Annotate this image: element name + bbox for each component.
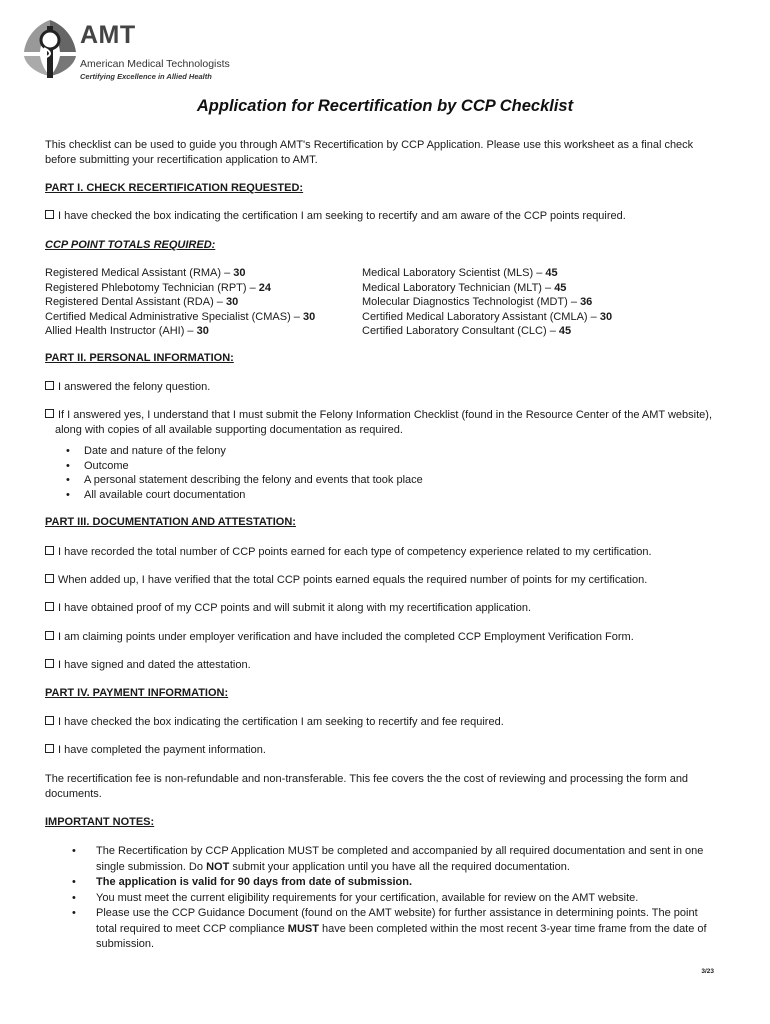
checklist-item[interactable]: I have recorded the total number of CCP points earned for each type of competency experience related to my certification. [45,545,725,560]
ccp-heading: CCP POINT TOTALS REQUIRED: [45,239,216,251]
checklist-item[interactable]: I have checked the box indicating the certification I am seeking to recertify and fee required. [45,715,725,730]
list-item: • Please use the CCP Guidance Document (found on the AMT website) for further assistance in determining points. The point total required to meet CCP compliance MUST have been completed within the most recent 3-year time frame from the date of submission. [72,906,712,953]
part4-heading: PART IV. PAYMENT INFORMATION: [45,687,229,699]
checklist-item[interactable]: I have checked the box indicating the certification I am seeking to recertify and am aware of the CCP points required. [45,209,725,224]
checkbox-icon[interactable] [45,602,54,611]
checklist-item[interactable]: I have completed the payment information. [45,743,725,758]
ccp-row: Molecular Diagnostics Technologist (MDT) – 36 [362,296,593,308]
list-item: • Outcome [60,459,423,474]
intro-text: This checklist can be used to guide you through AMT's Recertification by CCP Application. Please use this worksheet as a final check before submitting your recertification application to AMT. [45,139,694,166]
fee-note: The recertification fee is non-refundable and non-transferable. This fee covers the the cost of reviewing and processing the form and documents. [45,773,689,800]
checklist-item[interactable]: I have signed and dated the attestation. [45,658,725,673]
part3-heading: PART III. DOCUMENTATION AND ATTESTATION: [45,516,296,528]
ccp-row: Certified Laboratory Consultant (CLC) – 45 [362,325,572,337]
list-item: • The Recertification by CCP Application MUST be completed and accompanied by all required documentation and sent in one single submission. Do NOT submit your application until you have all the required documentation. [72,844,712,875]
felony-docs-list [60,444,423,502]
ccp-left-column [45,266,315,339]
checklist-item[interactable]: If I answered yes, I understand that I must submit the Felony Information Checklist (found in the Resource Center of the AMT website), along with copies of all available supporting documentation as required. [45,408,715,438]
ccp-row: Certified Medical Administrative Specialist (CMAS) – 30 [45,310,316,323]
checklist-item[interactable]: When added up, I have verified that the total CCP points earned equals the required number of points for my certification. [45,573,725,588]
ccp-row: Certified Medical Laboratory Assistant (CMLA) – 30 [362,310,613,323]
ccp-row: Allied Health Instructor (AHI) – 30 [45,325,209,337]
list-item: • Date and nature of the felony [60,444,423,459]
ccp-row: Registered Phlebotomy Technician (RPT) – 24 [45,281,272,294]
checkbox-icon[interactable] [45,659,54,668]
list-item: • All available court documentation [60,488,423,503]
amt-logo [22,18,262,88]
checkbox-icon[interactable] [45,574,54,583]
ccp-row: Registered Medical Assistant (RMA) – 30 [45,267,246,279]
checkbox-icon[interactable] [45,409,54,418]
checklist-item[interactable]: I answered the felony question. [45,380,725,395]
checkbox-icon[interactable] [45,631,54,640]
ccp-right-column [362,266,612,339]
checkbox-icon[interactable] [45,210,54,219]
list-item: • You must meet the current eligibility requirements for your certification, available for review on the AMT website. [72,891,712,907]
tagline: Certifying Excellence in Allied Health [80,72,212,81]
ccp-row: Medical Laboratory Scientist (MLS) – 45 [362,267,558,279]
ccp-row: Medical Laboratory Technician (MLT) – 45 [362,281,567,294]
list-item: • The application is valid for 90 days from date of submission. [72,875,712,891]
part2-heading: PART II. PERSONAL INFORMATION: [45,352,234,364]
part1-heading: PART I. CHECK RECERTIFICATION REQUESTED: [45,182,304,194]
checklist-item[interactable]: I have obtained proof of my CCP points and will submit it along with my recertification application. [45,601,725,616]
notes-heading: IMPORTANT NOTES: [45,816,155,828]
checkbox-icon[interactable] [45,381,54,390]
checkbox-icon[interactable] [45,716,54,725]
document-title: Application for Recertification by CCP Checklist [196,97,574,115]
revision-code: 3/23 [701,968,714,975]
amt-emblem-icon [22,18,78,80]
checkbox-icon[interactable] [45,744,54,753]
checklist-item[interactable]: I am claiming points under employer verification and have included the completed CCP Employment Verification Form. [45,630,725,645]
organization-name: American Medical Technologists [80,58,230,70]
important-notes-list [72,844,712,953]
list-item: • A personal statement describing the felony and events that took place [60,473,423,488]
checkbox-icon[interactable] [45,546,54,555]
ccp-row: Registered Dental Assistant (RDA) – 30 [45,296,239,308]
brand-name: AMT [80,21,136,49]
